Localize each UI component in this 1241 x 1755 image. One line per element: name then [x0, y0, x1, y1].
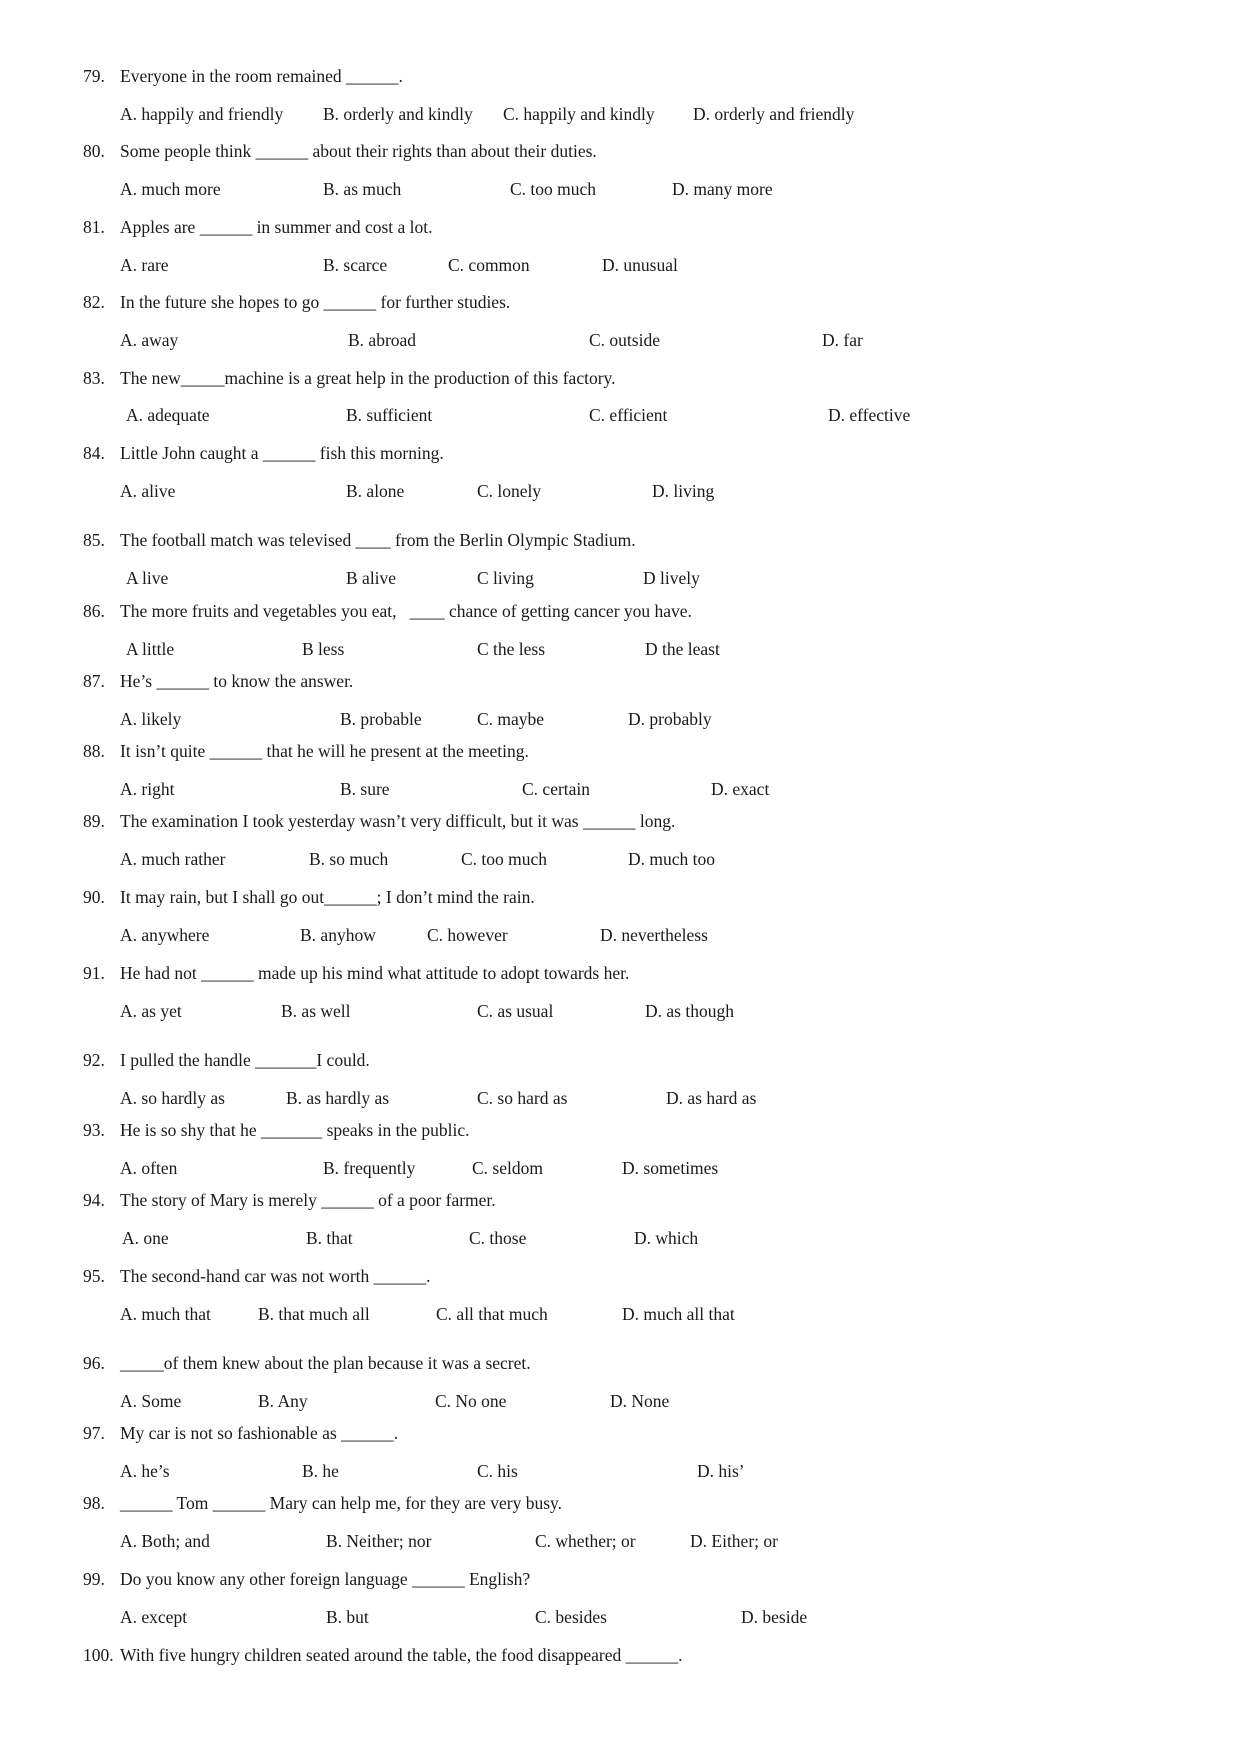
question-number: 94.	[83, 1190, 105, 1210]
option-b: B alive	[346, 568, 397, 588]
option-b: B. sure	[340, 779, 390, 799]
option-c: C. happily and kindly	[503, 104, 655, 124]
question-97	[83, 1423, 398, 1444]
option-c: C. too much	[461, 849, 548, 869]
option-c: C. so hard as	[477, 1088, 568, 1108]
question-stem: The examination I took yesterday wasn’t very difficult, but it was ______ long.	[120, 811, 676, 831]
question-stem: With five hungry children seated around the table, the food disappeared ______.	[120, 1645, 683, 1665]
option-b: B. that	[306, 1228, 353, 1248]
option-d: D. as though	[645, 1001, 734, 1021]
option-d: D the least	[645, 639, 720, 659]
option-c: C. besides	[535, 1607, 607, 1627]
option-b: B. as much	[323, 179, 402, 199]
question-stem: Everyone in the room remained ______.	[120, 66, 403, 86]
question-83	[83, 368, 616, 389]
question-stem: The new_____machine is a great help in the production of this factory.	[120, 368, 616, 388]
question-84	[83, 443, 444, 464]
option-c: C. maybe	[477, 709, 545, 729]
question-number: 86.	[83, 601, 105, 621]
question-87	[83, 671, 353, 692]
option-b: B. sufficient	[346, 405, 433, 425]
option-d: D. living	[652, 481, 715, 501]
option-d: D. unusual	[602, 255, 678, 275]
option-d: D. None	[610, 1391, 670, 1411]
question-number: 80.	[83, 141, 105, 161]
option-d: D lively	[643, 568, 700, 588]
option-d: D. much too	[628, 849, 716, 869]
option-b: B. as well	[281, 1001, 351, 1021]
option-c: C. whether; or	[535, 1531, 636, 1551]
option-a: A. he’s	[120, 1461, 170, 1481]
option-d: D. exact	[711, 779, 770, 799]
option-a: A live	[126, 568, 169, 588]
option-d: D. far	[822, 330, 863, 350]
option-c: C living	[477, 568, 534, 588]
option-c: C. No one	[435, 1391, 507, 1411]
question-89	[83, 811, 675, 832]
question-number: 89.	[83, 811, 105, 831]
option-a: A little	[126, 639, 175, 659]
question-number: 98.	[83, 1493, 105, 1513]
question-stem: The more fruits and vegetables you eat, ____ chance of getting cancer you have.	[120, 601, 692, 621]
question-79	[83, 66, 403, 87]
option-b: B less	[302, 639, 345, 659]
question-number: 87.	[83, 671, 105, 691]
option-c: C the less	[477, 639, 546, 659]
option-a: A. anywhere	[120, 925, 210, 945]
option-a: A. Both; and	[120, 1531, 210, 1551]
option-b: B. but	[326, 1607, 369, 1627]
option-b: B. he	[302, 1461, 339, 1481]
question-82	[83, 292, 510, 313]
option-d: D. Either; or	[690, 1531, 778, 1551]
question-86	[83, 601, 692, 622]
question-stem: It may rain, but I shall go out______; I don’t mind the rain.	[120, 887, 535, 907]
option-a: A. so hardly as	[120, 1088, 225, 1108]
option-a: A. often	[120, 1158, 178, 1178]
option-a: A. Some	[120, 1391, 182, 1411]
question-93	[83, 1120, 469, 1141]
option-c: C. common	[448, 255, 530, 275]
question-number: 93.	[83, 1120, 105, 1140]
option-d: D. his’	[697, 1461, 745, 1481]
option-a: A. except	[120, 1607, 188, 1627]
option-a: A. happily and friendly	[120, 104, 284, 124]
option-b: B. frequently	[323, 1158, 416, 1178]
question-81	[83, 217, 433, 238]
option-a: A. much rather	[120, 849, 226, 869]
option-d: D. sometimes	[622, 1158, 719, 1178]
option-b: B. Neither; nor	[326, 1531, 432, 1551]
option-a: A. much that	[120, 1304, 211, 1324]
question-number: 97.	[83, 1423, 105, 1443]
option-c: C. certain	[522, 779, 591, 799]
option-c: C. seldom	[472, 1158, 543, 1178]
option-b: B. anyhow	[300, 925, 376, 945]
option-a: A. away	[120, 330, 179, 350]
question-stem: ______ Tom ______ Mary can help me, for they are very busy.	[120, 1493, 563, 1513]
option-a: A. right	[120, 779, 175, 799]
option-d: D. many more	[672, 179, 773, 199]
option-b: B. Any	[258, 1391, 308, 1411]
option-b: B. scarce	[323, 255, 388, 275]
option-d: D. probably	[628, 709, 712, 729]
option-b: B. probable	[340, 709, 422, 729]
question-80	[83, 141, 597, 162]
option-d: D. as hard as	[666, 1088, 757, 1108]
question-number: 83.	[83, 368, 105, 388]
question-number: 85.	[83, 530, 105, 550]
option-d: D. beside	[741, 1607, 808, 1627]
question-stem: He had not ______ made up his mind what attitude to adopt towards her.	[120, 963, 630, 983]
option-c: C. too much	[510, 179, 597, 199]
question-85	[83, 530, 636, 551]
question-stem: It isn’t quite ______ that he will he present at the meeting.	[120, 741, 529, 761]
option-a: A. much more	[120, 179, 221, 199]
option-c: C. as usual	[477, 1001, 554, 1021]
question-number: 96.	[83, 1353, 105, 1373]
question-95	[83, 1266, 431, 1287]
question-stem: Do you know any other foreign language ______ English?	[120, 1569, 531, 1589]
option-c: C. lonely	[477, 481, 542, 501]
question-number: 88.	[83, 741, 105, 761]
option-a: A. one	[122, 1228, 169, 1248]
question-stem: Apples are ______ in summer and cost a lot.	[120, 217, 433, 237]
option-a: A. rare	[120, 255, 169, 275]
question-number: 92.	[83, 1050, 105, 1070]
option-c: C. those	[469, 1228, 527, 1248]
question-number: 84.	[83, 443, 105, 463]
option-b: B. as hardly as	[286, 1088, 390, 1108]
question-number: 99.	[83, 1569, 105, 1589]
option-a: A. alive	[120, 481, 176, 501]
question-88	[83, 741, 529, 762]
option-d: D. which	[634, 1228, 699, 1248]
option-d: D. nevertheless	[600, 925, 708, 945]
question-92	[83, 1050, 370, 1071]
question-stem: My car is not so fashionable as ______.	[120, 1423, 399, 1443]
question-stem: _____of them knew about the plan because it was a secret.	[120, 1353, 531, 1373]
option-d: D. much all that	[622, 1304, 735, 1324]
question-90	[83, 887, 535, 908]
question-number: 82.	[83, 292, 105, 312]
option-a: A. likely	[120, 709, 182, 729]
option-b: B. so much	[309, 849, 389, 869]
question-number: 79.	[83, 66, 105, 86]
option-b: B. alone	[346, 481, 405, 501]
question-stem: He is so shy that he _______ speaks in the public.	[120, 1120, 470, 1140]
question-stem: In the future she hopes to go ______ for further studies.	[120, 292, 511, 312]
question-stem: He’s ______ to know the answer.	[120, 671, 354, 691]
question-91	[83, 963, 629, 984]
question-stem: The story of Mary is merely ______ of a poor farmer.	[120, 1190, 496, 1210]
question-98	[83, 1493, 562, 1514]
option-c: C. outside	[589, 330, 660, 350]
option-c: C. all that much	[436, 1304, 548, 1324]
option-a: A. adequate	[126, 405, 210, 425]
question-stem: I pulled the handle _______I could.	[120, 1050, 370, 1070]
question-stem: Little John caught a ______ fish this morning.	[120, 443, 444, 463]
option-b: B. that much all	[258, 1304, 370, 1324]
question-stem: The second-hand car was not worth ______.	[120, 1266, 431, 1286]
question-number: 95.	[83, 1266, 105, 1286]
option-c: C. efficient	[589, 405, 668, 425]
option-b: B. abroad	[348, 330, 417, 350]
question-number: 90.	[83, 887, 105, 907]
option-d: D. orderly and friendly	[693, 104, 855, 124]
option-c: C. however	[427, 925, 508, 945]
question-number: 91.	[83, 963, 105, 983]
question-96	[83, 1353, 531, 1374]
option-d: D. effective	[828, 405, 911, 425]
question-number: 100.	[83, 1645, 114, 1665]
option-c: C. his	[477, 1461, 518, 1481]
question-99	[83, 1569, 530, 1590]
option-b: B. orderly and kindly	[323, 104, 473, 124]
question-stem: The football match was televised ____ from the Berlin Olympic Stadium.	[120, 530, 636, 550]
option-a: A. as yet	[120, 1001, 182, 1021]
question-94	[83, 1190, 496, 1211]
question-100	[83, 1645, 683, 1666]
question-stem: Some people think ______ about their rights than about their duties.	[120, 141, 597, 161]
question-number: 81.	[83, 217, 105, 237]
